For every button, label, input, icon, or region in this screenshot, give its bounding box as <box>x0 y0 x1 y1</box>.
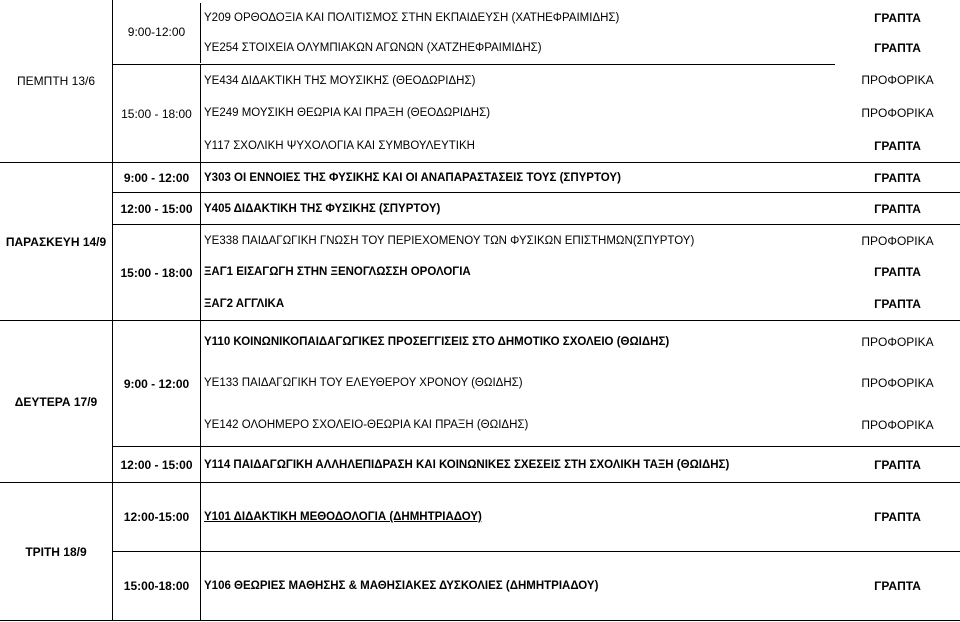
course-title <box>200 482 835 551</box>
time-cell <box>112 320 200 446</box>
exam-type <box>835 551 960 621</box>
time-label: 15:00 - 18:00 <box>121 106 192 121</box>
exam-type <box>835 130 960 162</box>
exam-type-text: ΓΡΑΠΤΑ <box>874 139 921 153</box>
course-title-text: Υ405 ΔΙΔΑΚΤΙΚΗ ΤΗΣ ΦΥΣΙΚΗΣ (ΣΠΥΡΤΟΥ) <box>204 202 441 215</box>
course-title <box>200 192 835 224</box>
exam-type <box>835 256 960 288</box>
course-title-text: ΥΕ434 ΔΙΔΑΚΤΙΚΗ ΤΗΣ ΜΟΥΣΙΚΗΣ (ΘΕΟΔΩΡΙΔΗΣ) <box>204 74 476 87</box>
time-label: 9:00 - 12:00 <box>123 376 190 391</box>
course-title <box>200 64 835 96</box>
time-cell <box>112 551 200 621</box>
course-title-text: Υ110 ΚΟΙΝΩΝΙΚΟΠΑΙΔΑΓΩΓΙΚΕΣ ΠΡΟΣΕΓΓΙΣΕΙΣ ΣΤΟ ΔΗΜΟΤΙΚΟ ΣΧΟΛΕΙΟ (ΘΩΙΔΗΣ) <box>204 335 670 348</box>
exam-type <box>835 482 960 551</box>
exam-type <box>835 288 960 320</box>
course-title <box>200 288 835 320</box>
exam-type <box>835 96 960 130</box>
course-title-text: ΥΕ254 ΣΤΟΙΧΕΙΑ ΟΛΥΜΠΙΑΚΩΝ ΑΓΩΝΩΝ (ΧΑΤΖΗΕΦΡΑΙΜΙΔΗΣ) <box>204 42 542 54</box>
course-title-text: ΥΕ142 ΟΛΟΗΜΕΡΟ ΣΧΟΛΕΙΟ-ΘΕΩΡΙΑ ΚΑΙ ΠΡΑΞΗ (ΘΩΙΔΗΣ) <box>204 419 529 431</box>
time-label: 15:00 - 18:00 <box>120 265 193 280</box>
course-title <box>200 130 835 162</box>
time-cell <box>112 0 200 64</box>
day-cell <box>0 162 112 320</box>
course-title-text: ΥΕ338 ΠΑΙΔΑΓΩΓΙΚΗ ΓΝΩΣΗ ΤΟΥ ΠΕΡΙΕΧΟΜΕΝΟΥ ΤΩΝ ΦΥΣΙΚΩΝ ΕΠΙΣΤΗΜΩΝ(ΣΠΥΡΤΟΥ) <box>204 234 695 247</box>
day-cell <box>0 482 112 621</box>
course-title-text: ΥΕ249 ΜΟΥΣΙΚΗ ΘΕΩΡΙΑ ΚΑΙ ΠΡΑΞΗ (ΘΕΟΔΩΡΙΔΗΣ) <box>204 107 491 119</box>
time-label: 12:00-15:00 <box>123 510 190 524</box>
time-cell <box>112 446 200 482</box>
exam-type-text: ΓΡΑΠΤΑ <box>874 510 921 524</box>
course-title <box>200 33 835 63</box>
exam-type-text: ΓΡΑΠΤΑ <box>874 297 921 311</box>
exam-type-text: ΓΡΑΠΤΑ <box>874 170 921 185</box>
exam-type-text: ΓΡΑΠΤΑ <box>874 265 921 279</box>
time-label: 12:00 - 15:00 <box>120 457 193 472</box>
exam-type-text: ΓΡΑΠΤΑ <box>874 41 921 55</box>
time-label: 15:00-18:00 <box>123 579 190 593</box>
course-title <box>200 256 835 288</box>
course-title <box>200 446 835 482</box>
exam-type-text: ΠΡΟΦΟΡΙΚΑ <box>861 376 934 390</box>
time-cell <box>112 482 200 551</box>
course-title <box>200 96 835 130</box>
exam-type <box>835 224 960 256</box>
course-title <box>200 551 835 621</box>
exam-type-text: ΠΡΟΦΟΡΙΚΑ <box>861 106 934 120</box>
day-label: ΠΑΡΑΣΚΕΥΗ 14/9 <box>5 234 107 249</box>
day-cell <box>0 320 112 482</box>
exam-type <box>835 362 960 404</box>
course-title <box>200 3 835 33</box>
course-title-text: ΞΑΓ1 ΕΙΣΑΓΩΓΗ ΣΤΗΝ ΞΕΝΟΓΛΩΣΣΗ ΟΡΟΛΟΓΙΑ <box>204 266 471 278</box>
day-label: ΔΕΥΤΕΡΑ 17/9 <box>14 394 98 409</box>
exam-type <box>835 64 960 96</box>
exam-type <box>835 33 960 63</box>
time-label: 12:00 - 15:00 <box>120 201 193 216</box>
course-title-text: ΥΕ133 ΠΑΙΔΑΓΩΓΙΚΗ ΤΟΥ ΕΛΕΥΘΕΡΟΥ ΧΡΟΝΟΥ (ΘΩΙΔΗΣ) <box>204 377 523 389</box>
course-title-text: Υ106 ΘΕΩΡΙΕΣ ΜΑΘΗΣΗΣ & ΜΑΘΗΣΙΑΚΕΣ ΔΥΣΚΟΛΙΕΣ (ΔΗΜΗΤΡΙΑΔΟΥ) <box>204 580 599 592</box>
course-title <box>200 224 835 256</box>
time-label: 9:00 - 12:00 <box>123 170 190 185</box>
exam-type <box>835 320 960 362</box>
course-title-text: Υ117 ΣΧΟΛΙΚΗ ΨΥΧΟΛΟΓΙΑ ΚΑΙ ΣΥΜΒΟΥΛΕΥΤΙΚΗ <box>204 140 475 152</box>
exam-type-text: ΠΡΟΦΟΡΙΚΑ <box>861 233 934 248</box>
time-cell <box>112 192 200 224</box>
exam-type <box>835 162 960 192</box>
course-title <box>200 404 835 446</box>
time-cell <box>112 162 200 192</box>
day-cell <box>0 0 112 162</box>
course-title-text: ΞΑΓ2 ΑΓΓΛΙΚΑ <box>204 298 285 310</box>
course-title <box>200 320 835 362</box>
course-title <box>200 162 835 192</box>
exam-type-text: ΠΡΟΦΟΡΙΚΑ <box>861 418 934 432</box>
course-title-text: Υ209 ΟΡΘΟΔΟΞΙΑ ΚΑΙ ΠΟΛΙΤΙΣΜΟΣ ΣΤΗΝ ΕΚΠΑΙΔΕΥΣΗ (ΧΑΤΗΕΦΡΑΙΜΙΔΗΣ) <box>204 12 620 24</box>
day-label: ΤΡΙΤΗ 18/9 <box>25 544 87 559</box>
exam-type-text: ΠΡΟΦΟΡΙΚΑ <box>861 73 934 87</box>
course-title <box>200 362 835 404</box>
exam-type-text: ΓΡΑΠΤΑ <box>874 201 921 216</box>
day-label: ΠΕΜΠΤΗ 13/6 <box>16 74 96 88</box>
exam-type <box>835 3 960 33</box>
exam-type-text: ΓΡΑΠΤΑ <box>874 579 921 593</box>
time-cell <box>112 64 200 162</box>
course-title-text: Υ114 ΠΑΙΔΑΓΩΓΙΚΗ ΑΛΛΗΛΕΠΙΔΡΑΣΗ ΚΑΙ ΚΟΙΝΩΝΙΚΕΣ ΣΧΕΣΕΙΣ ΣΤΗ ΣΧΟΛΙΚΗ ΤΑΞΗ (ΘΩΙΔΗΣ) <box>204 458 730 471</box>
exam-type <box>835 192 960 224</box>
course-title-text: Υ101 ΔΙΔΑΚΤΙΚΗ ΜΕΘΟΔΟΛΟΓΙΑ (ΔΗΜΗΤΡΙΑΔΟΥ) <box>204 511 482 523</box>
course-title-text: Υ303 ΟΙ ΕΝΝΟΙΕΣ ΤΗΣ ΦΥΣΙΚΗΣ ΚΑΙ ΟΙ ΑΝΑΠΑΡΑΣΤΑΣΕΙΣ ΤΟΥΣ (ΣΠΥΡΤΟΥ) <box>204 171 621 184</box>
exam-type <box>835 446 960 482</box>
exam-type-text: ΓΡΑΠΤΑ <box>874 457 921 472</box>
exam-type <box>835 404 960 446</box>
exam-type-text: ΓΡΑΠΤΑ <box>874 11 921 25</box>
time-label: 9:00-12:00 <box>127 25 186 39</box>
time-cell <box>112 224 200 320</box>
exam-type-text: ΠΡΟΦΟΡΙΚΑ <box>861 334 934 349</box>
